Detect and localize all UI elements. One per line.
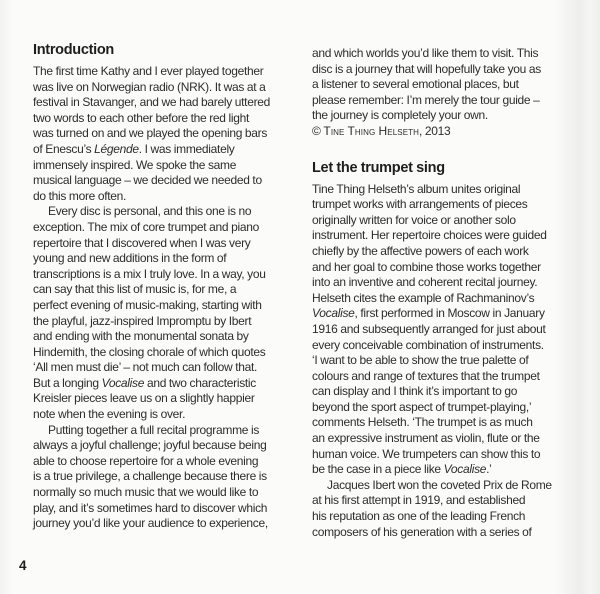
- page-edge-shadow-left: [0, 0, 14, 594]
- copyright-line: [312, 124, 574, 140]
- heading-let-the-trumpet-sing: Let the trumpet sing: [312, 159, 445, 176]
- left-column: [33, 42, 285, 532]
- left-paragraph-2: Every disc is personal, and this one is no exception. The mix of core trumpet and piano repertoire that I discovered when I was very young and new additions in the form of transcriptions is a mix I truly love. In a way, you can say that this list of music is, for me, a perfect evening of music-making, starting with the playful, jazz-inspired Impromptu by Ibert and ending with the monumental sonata by Hindemith, the closing chorale of which quotes ‘All men must die’ – not much can follow that. But a longing Vocalise and two characteristic Kreisler pieces leave us on a slightly happier note when the evening is over.: [33, 204, 266, 422]
- copyright-year: , 2013: [419, 123, 451, 138]
- right-paragraph-continuation: and which worlds you’d like them to visit. This disc is a journey that will hopefully take you as a listener to several emotional places, but please remember: I’m merely the tour guide – the journey is completely your own.: [312, 46, 541, 123]
- left-paragraph-1: The first time Kathy and I ever played together was live on Norwegian radio (NRK). It was at a festival in Stavanger, and we had barely uttered two words to each other before the red light was turned on and we played the opening bars of Enescu’s Légende. I was immediately immensely inspired. We spoke the same musical language – we decided we needed to do this more often.: [33, 64, 271, 203]
- copyright-name: Tine Thing Helseth: [323, 123, 420, 138]
- right-paragraph-2: Tine Thing Helseth’s album unites original trumpet works with arrangements of pieces originally written for voice or another solo instrument. Her repertoire choices were guided chiefly by the affective powers of each work and her goal to combine those works together into an inventive and coherent recital journey. Helseth cites the example of Rachmaninov’s Vocalise, first performed in Moscow in January 1916 and subsequently arranged for just about every conceivable combination of instruments. ‘I want to be able to show the true palette of colours and range of textures that the trumpet can display and I think it’s important to go beyond the sport aspect of trumpet-playing,’ comments Helseth. ‘The trumpet is as much an expressive instrument as violin, flute or the human voice. We trumpeters can show this to be the case in a piece like Vocalise.’: [312, 181, 547, 477]
- heading-introduction: Introduction: [33, 42, 114, 58]
- page-number: 4: [19, 558, 27, 573]
- left-paragraph-3: Putting together a full recital programme is always a joyful challenge; joyful because being able to choose repertoire for a whole evening is a true privilege, a challenge because there is normally so much music that we would like to play, and it’s sometimes hard to discover which journey you’d like your audience to experience,: [33, 422, 268, 531]
- right-paragraph-3: Jacques Ibert won the coveted Prix de Rome at his first attempt in 1919, and established his reputation as one of the leading French composers of his generation with a series of: [312, 477, 552, 539]
- right-column: [312, 46, 574, 540]
- copyright-symbol: ©: [312, 123, 324, 138]
